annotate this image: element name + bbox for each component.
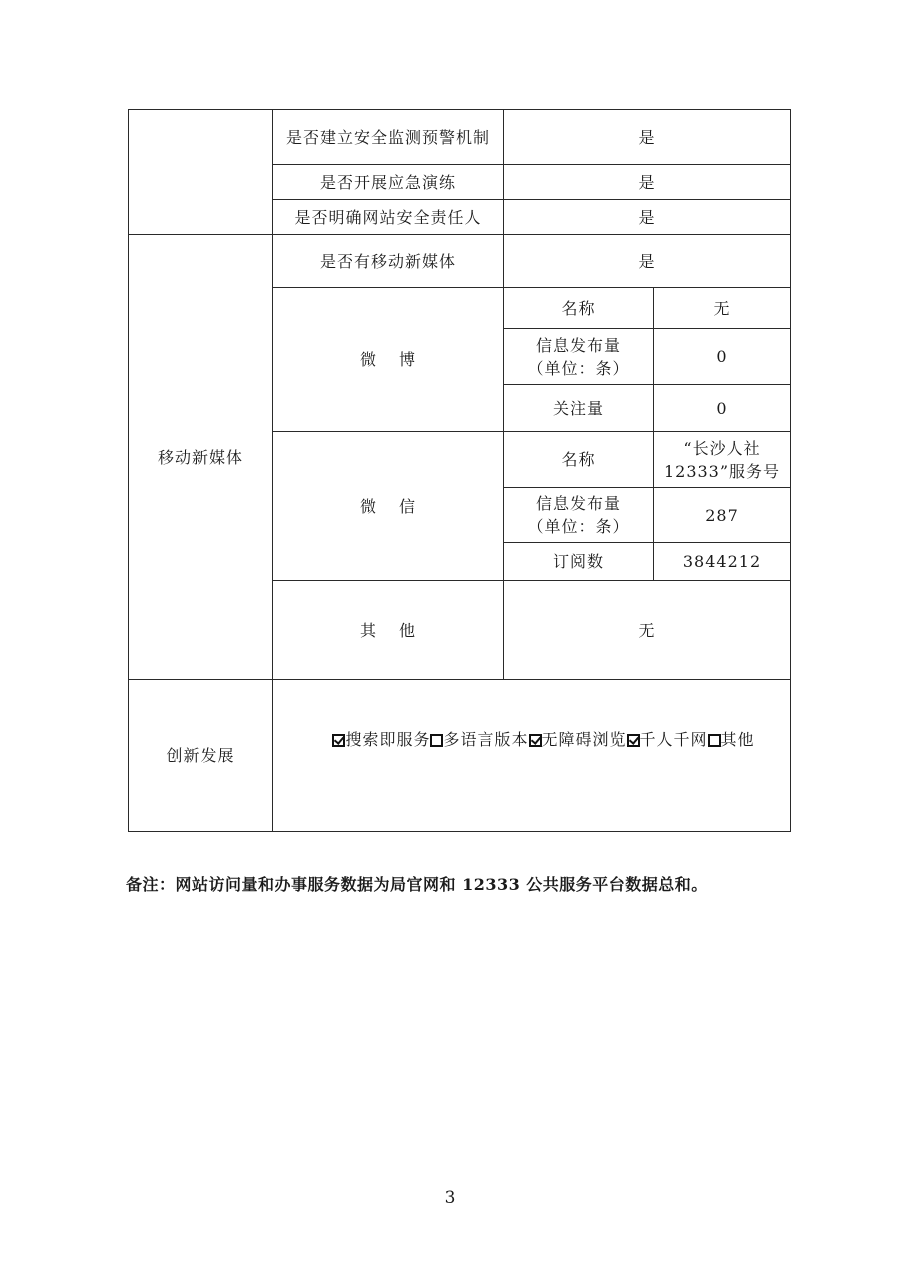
weibo-label-b: 博	[399, 350, 417, 369]
responsible-label: 是否明确网站安全责任人	[273, 200, 504, 235]
checkbox-checked-icon[interactable]	[529, 734, 542, 747]
row-innovation	[129, 680, 791, 832]
checkbox-empty-icon[interactable]	[430, 734, 443, 747]
weibo-label	[273, 288, 504, 432]
checkbox-empty-icon[interactable]	[708, 734, 721, 747]
wechat-label-b: 信	[399, 496, 417, 516]
monitoring-label-text: 是否建立安全监测预警机制	[285, 127, 490, 147]
weibo-followers-label: 关注量	[504, 385, 654, 432]
weibo-posts-label-line1: 信息发布量	[535, 335, 621, 355]
wechat-label	[273, 432, 504, 581]
weibo-name-value: 无	[654, 288, 791, 329]
innovation-options-list	[301, 728, 786, 751]
other-label-b: 他	[399, 620, 417, 640]
wechat-subscribers-label: 订阅数	[504, 543, 654, 581]
innovation-option[interactable]	[627, 730, 708, 749]
footnote: 备注：网站访问量和办事服务数据为局官网和 12333 公共服务平台数据总和。	[126, 875, 708, 894]
wechat-label-a: 微	[359, 496, 377, 516]
has-media-value: 是	[504, 235, 791, 288]
row-security-monitoring	[129, 110, 791, 165]
weibo-followers-value: 0	[654, 385, 791, 432]
weibo-label-a: 微	[359, 350, 377, 369]
wechat-subscribers-value: 3844212	[654, 543, 791, 581]
innovation-option[interactable]	[430, 730, 528, 749]
innovation-options	[273, 680, 791, 832]
wechat-posts-label	[504, 488, 654, 543]
weibo-name-label: 名称	[504, 288, 654, 329]
innovation-option[interactable]	[708, 730, 755, 749]
wechat-name-line2: 12333”服务号	[663, 461, 781, 481]
weibo-posts-label-line2: （单位：条）	[527, 358, 630, 378]
wechat-name-line1: “长沙人社	[683, 438, 761, 458]
other-media-label	[273, 581, 504, 680]
innovation-section-label: 创新发展	[129, 680, 273, 832]
innovation-option-label: 千人千网	[639, 730, 708, 749]
innovation-option[interactable]	[529, 730, 627, 749]
other-media-value: 无	[504, 581, 791, 680]
wechat-posts-label-line2: （单位：条）	[527, 517, 630, 536]
innovation-option-label: 多语言版本	[443, 730, 529, 749]
drill-value: 是	[504, 165, 791, 200]
innovation-option[interactable]	[332, 730, 430, 749]
responsible-value: 是	[504, 200, 791, 235]
innovation-option-label: 无障碍浏览	[541, 730, 627, 749]
monitoring-label	[273, 110, 504, 165]
row-has-media	[129, 235, 791, 288]
innovation-option-label: 其他	[720, 730, 755, 749]
security-section-cell	[129, 110, 273, 235]
wechat-name-value	[654, 432, 791, 488]
page-number: 3	[444, 1188, 456, 1208]
checkbox-checked-icon[interactable]	[627, 734, 640, 747]
wechat-name-label: 名称	[504, 432, 654, 488]
wechat-posts-value: 287	[654, 488, 791, 543]
other-label-a: 其	[359, 620, 377, 640]
drill-label: 是否开展应急演练	[273, 165, 504, 200]
weibo-posts-label	[504, 329, 654, 385]
has-media-label: 是否有移动新媒体	[273, 235, 504, 288]
checkbox-checked-icon[interactable]	[332, 734, 345, 747]
report-table	[128, 109, 791, 832]
weibo-posts-value: 0	[654, 329, 791, 385]
innovation-option-label: 搜索即服务	[345, 730, 431, 749]
wechat-posts-label-line1: 信息发布量	[535, 494, 621, 513]
media-section-label: 移动新媒体	[129, 235, 273, 680]
monitoring-value: 是	[504, 110, 791, 165]
